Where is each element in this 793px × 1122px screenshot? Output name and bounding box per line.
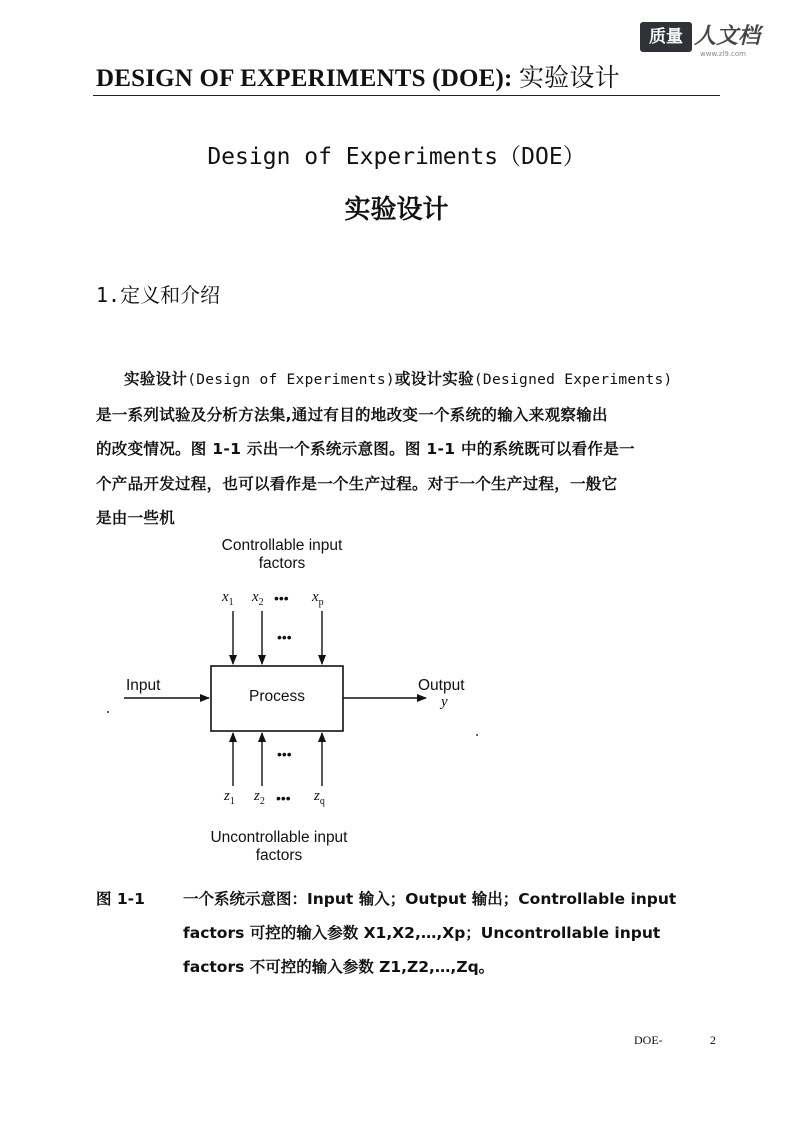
document-title-chinese: 实验设计 (344, 195, 449, 225)
watermark-logo (640, 22, 780, 58)
uncontrollable-label-line2: factors (255, 847, 303, 864)
var-zq: $z_q$ (314, 788, 325, 807)
paragraph-line: 实验设计(Design of Experiments)或设计实验(Designed Experiments) (124, 370, 673, 388)
scan-speck (107, 711, 109, 713)
paragraph-line: 的改变情况。图 1-1 示出一个系统示意图。图 1-1 中的系统既可以看作是一 (96, 440, 635, 458)
watermark-url: www.zl9.com (700, 50, 747, 58)
bottom-arrow-dots: ••• (277, 746, 292, 762)
controllable-label-line2: factors (258, 555, 306, 572)
input-label: Input (126, 677, 161, 694)
output-var-y: y (441, 694, 448, 710)
paragraph-line: 是一系列试验及分析方法集,通过有目的地改变一个系统的输入来观察输出 (96, 405, 608, 424)
controllable-label-line1: Controllable input (221, 537, 343, 554)
caption-line: factors 不可控的输入参数 Z1,Z2,…,Zq。 (183, 958, 495, 976)
output-label: Output (418, 677, 465, 694)
footer-label: DOE- (634, 1033, 663, 1047)
section-title: 定义和介绍 (120, 283, 221, 307)
controllable-factors-label (196, 537, 368, 573)
watermark-text: 人文档 (694, 24, 761, 49)
running-header-english: DESIGN OF EXPERIMENTS (DOE): (96, 65, 513, 92)
watermark-badge: 质量 (640, 22, 692, 52)
bottom-var-dots: ••• (276, 790, 291, 806)
system-diagram (96, 528, 496, 873)
caption-label: 图 1-1 (96, 890, 145, 908)
page-number: 2 (710, 1033, 716, 1047)
uncontrollable-factors-label (186, 829, 372, 865)
caption-line: 一个系统示意图：Input 输入；Output 输出；Controllable input (183, 890, 677, 908)
top-var-dots: ••• (274, 590, 289, 606)
section-number: 1. (96, 283, 121, 307)
paragraph-line: 是由一些机 (96, 509, 176, 527)
intro-paragraph (96, 362, 721, 536)
scan-speck (476, 734, 478, 736)
var-z1: $z_1$ (224, 788, 235, 807)
uncontrollable-label-line1: Uncontrollable input (210, 829, 348, 846)
var-x1: $x_1$ (222, 589, 234, 608)
top-arrow-dots: ••• (277, 629, 292, 645)
caption-line: factors 可控的输入参数 X1,X2,…,Xp；Uncontrollable input (183, 924, 661, 942)
var-x2: $x_2$ (252, 589, 264, 608)
var-xp: $x_p$ (312, 589, 324, 608)
running-header (96, 58, 718, 94)
var-z2: $z_2$ (254, 788, 265, 807)
section-heading (96, 279, 220, 308)
caption-text (183, 882, 728, 984)
header-rule (93, 95, 720, 96)
running-header-chinese: 实验设计 (518, 63, 620, 92)
process-label: Process (249, 688, 305, 705)
document-title-english: Design of Experiments（DOE） (207, 144, 586, 170)
paragraph-line: 个产品开发过程，也可以看作是一个生产过程。对于一个生产过程，一般它 (96, 474, 618, 493)
